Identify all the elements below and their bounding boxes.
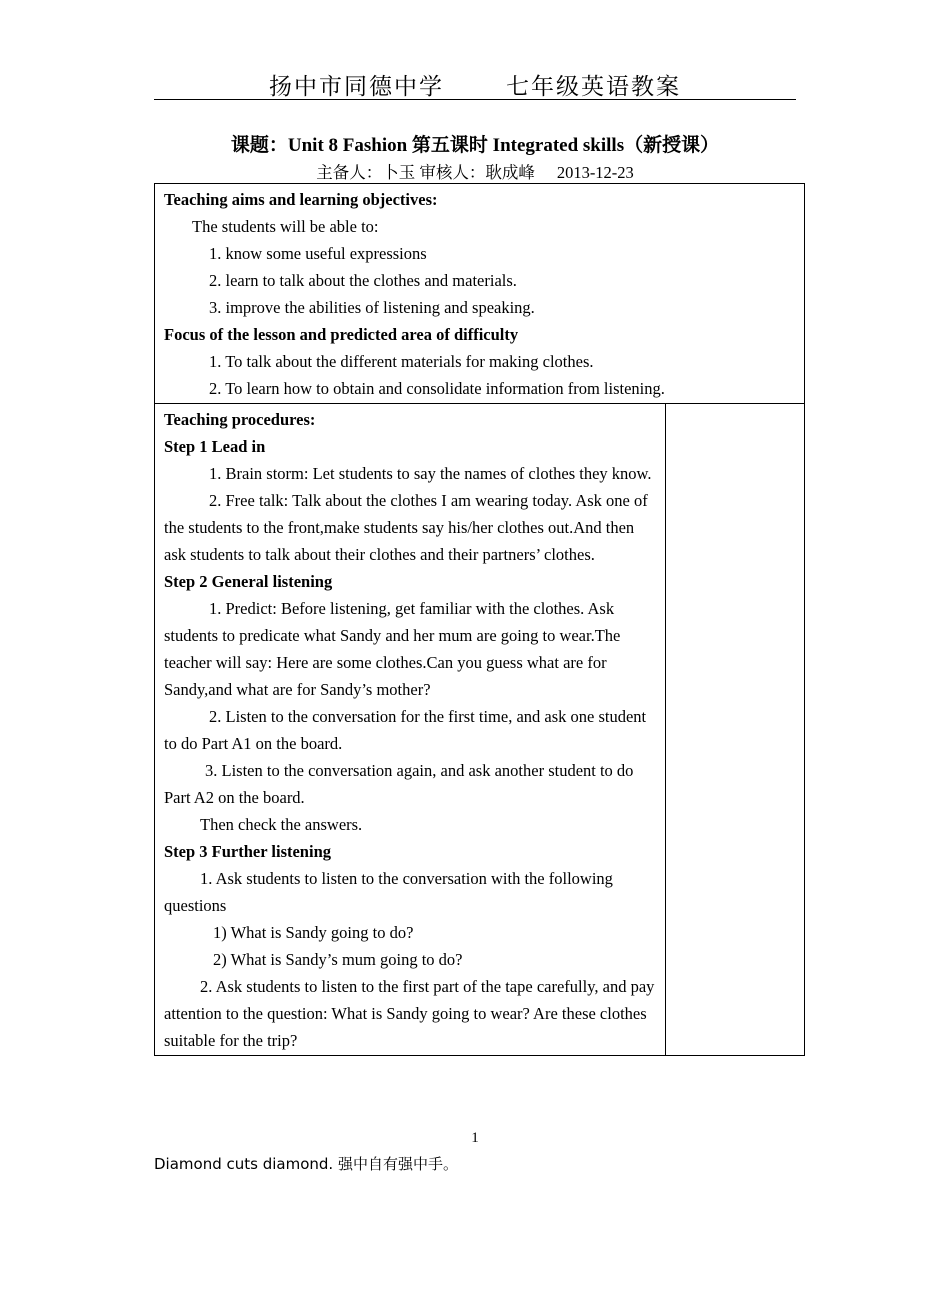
page-header xyxy=(154,68,796,100)
aim-item: 1. know some useful expressions xyxy=(209,244,427,263)
lesson-meta xyxy=(154,159,796,183)
procedures-heading: Teaching procedures: xyxy=(164,410,316,429)
aim-item: 3. improve the abilities of listening and speaking. xyxy=(209,298,535,317)
step1-title: Step 1 Lead in xyxy=(164,437,266,456)
step2-paragraph: 1. Predict: Before listening, get familiar with the clothes. Ask students to predicate what Sandy and her mum are going to wear.The teacher will say: Here are some clothes.Can you guess what are for Sandy,and what are for Sandy’s mother? xyxy=(164,599,621,699)
step3-title: Step 3 Further listening xyxy=(164,842,331,861)
subject-name: 七年级英语教案 xyxy=(506,74,681,99)
step3-paragraph: 2. Ask students to listen to the first part of the tape carefully, and pay attention to the question: What is Sandy going to wear? Are these clothes suitable for the trip? xyxy=(164,977,655,1050)
aim-item: 2. learn to talk about the clothes and materials. xyxy=(209,271,517,290)
step3-paragraph: 1. Ask students to listen to the conversation with the following questions xyxy=(164,869,613,915)
step2-paragraph: 3. Listen to the conversation again, and ask another student to do Part A2 on the board. xyxy=(164,761,634,807)
focus-heading: Focus of the lesson and predicted area of difficulty xyxy=(164,325,519,344)
step3-question: 2) What is Sandy’s mum going to do? xyxy=(213,950,463,969)
focus-item: 2. To learn how to obtain and consolidate information from listening. xyxy=(209,379,665,398)
lesson-plan-table xyxy=(154,183,805,1056)
aims-heading: Teaching aims and learning objectives: xyxy=(164,190,438,209)
step1-paragraph: 1. Brain storm: Let students to say the names of clothes they know. xyxy=(209,464,652,483)
step1-paragraph: 2. Free talk: Talk about the clothes I am wearing today. Ask one of the students to the front,make students say his/her clothes out.And then ask students to talk about their clothes and their partners’ clothes. xyxy=(164,491,648,564)
reviewer: 审核人：耿成峰 xyxy=(419,163,535,182)
notes-column xyxy=(666,404,805,1056)
step2-paragraph: Then check the answers. xyxy=(200,815,363,834)
procedures-row xyxy=(155,404,805,1056)
school-name: 扬中市同德中学 xyxy=(269,74,444,99)
step3-question: 1) What is Sandy going to do? xyxy=(213,923,414,942)
step2-paragraph: 2. Listen to the conversation for the first time, and ask one student to do Part A1 on the board. xyxy=(164,707,647,753)
footer-proverb: Diamond cuts diamond. 强中自有强中手。 xyxy=(154,1155,458,1173)
lesson-date: 2013-12-23 xyxy=(556,163,634,182)
step2-title: Step 2 General listening xyxy=(164,572,333,591)
aims-cell xyxy=(155,184,805,404)
preparer: 主备人：卜玉 xyxy=(316,163,416,182)
focus-item: 1. To talk about the different materials for making clothes. xyxy=(209,352,594,371)
aims-intro: The students will be able to: xyxy=(192,217,379,236)
lesson-title: 课题：Unit 8 Fashion 第五课时 Integrated skills（新授课） xyxy=(230,135,720,156)
procedures-cell xyxy=(155,404,666,1056)
aims-row xyxy=(155,184,805,404)
page-number: 1 xyxy=(471,1130,479,1146)
